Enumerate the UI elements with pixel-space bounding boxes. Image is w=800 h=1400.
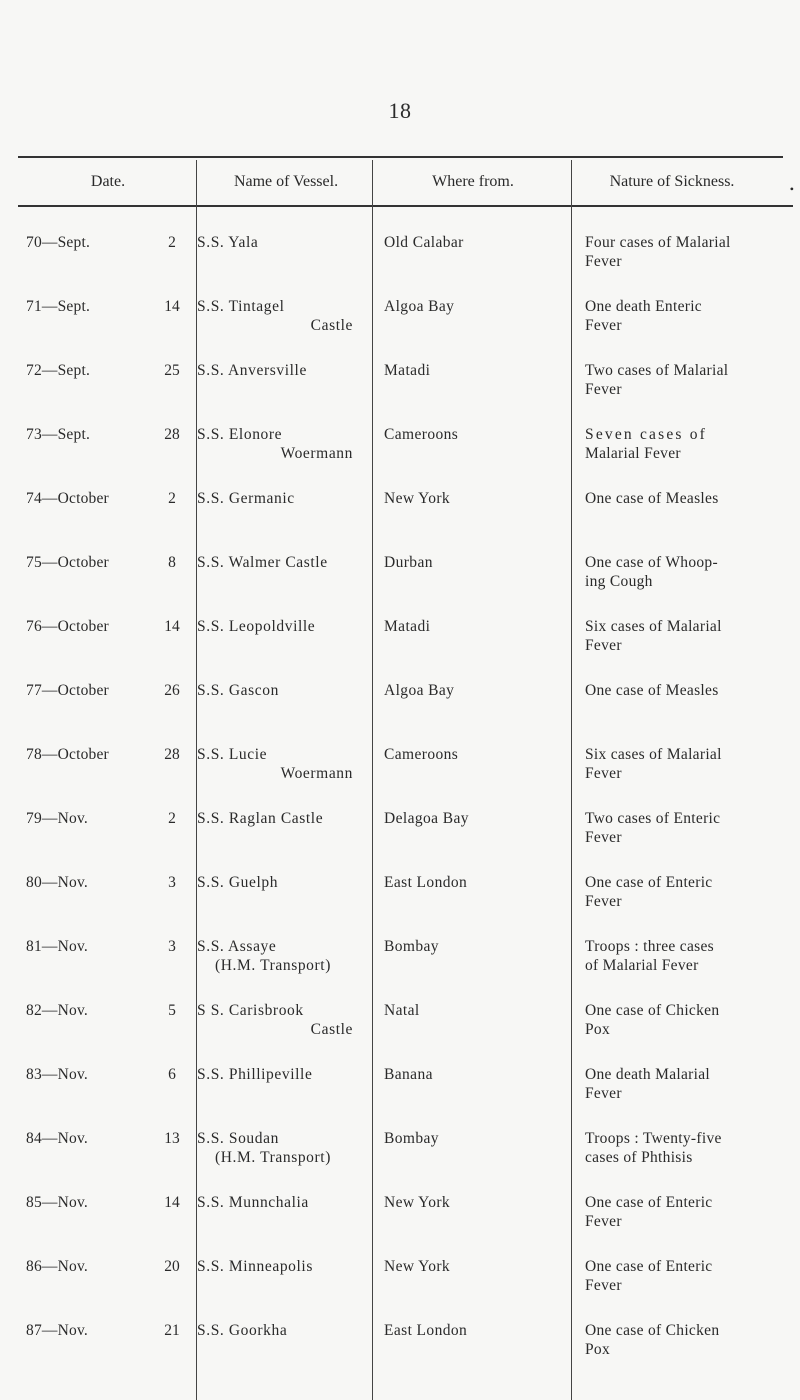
nature-cell (585, 1129, 771, 1167)
table-row (0, 233, 800, 303)
from-cell: Old Calabar (384, 234, 464, 251)
date-cell: 72—Sept. (26, 362, 91, 379)
vessel-cell (197, 1129, 371, 1167)
table-row (0, 361, 800, 431)
nature-line-2: cases of Phthisis (585, 1149, 693, 1166)
table-row (0, 1001, 800, 1071)
nature-line-2: Malarial Fever (585, 445, 681, 462)
date-cell: 71—Sept. (26, 298, 91, 315)
vessel-line-1: S.S. Elonore (197, 426, 283, 443)
nature-line-2: Fever (585, 253, 622, 270)
day-cell: 2 (168, 810, 176, 827)
date-cell: 86—Nov. (26, 1258, 88, 1275)
day-cell: 20 (164, 1258, 180, 1275)
vessel-cell (197, 809, 371, 828)
nature-cell (585, 1001, 771, 1039)
vessel-cell (197, 1321, 371, 1340)
from-cell: New York (384, 1258, 451, 1275)
vessel-cell (197, 681, 371, 700)
date-cell: 74—October (26, 490, 109, 507)
day-cell: 2 (168, 490, 176, 507)
day-cell: 8 (168, 554, 176, 571)
nature-line-2: Fever (585, 317, 622, 334)
margin-mark: • (789, 182, 794, 196)
from-cell: Banana (384, 1066, 433, 1083)
vessel-line-1: S.S. Gascon (197, 682, 279, 699)
nature-line-1: Four cases of Malarial (585, 234, 731, 251)
from-cell: Cameroons (384, 426, 459, 443)
nature-line-1: Troops : Twenty-five (585, 1130, 722, 1147)
day-cell: 3 (168, 938, 176, 955)
vessel-cell (197, 361, 371, 380)
day-cell: 26 (164, 682, 180, 699)
vessel-cell (197, 1065, 371, 1084)
table-row (0, 489, 800, 559)
vessel-line-1: S.S. Lucie (197, 746, 268, 763)
nature-cell (585, 1321, 771, 1359)
vessel-cell (197, 489, 371, 508)
nature-line-2: Fever (585, 1085, 622, 1102)
table-row (0, 1193, 800, 1263)
date-cell: 70—Sept. (26, 234, 91, 251)
vessel-line-1: S.S. Assaye (197, 938, 277, 955)
from-cell: East London (384, 874, 468, 891)
day-cell: 14 (164, 1194, 180, 1211)
vessel-cell (197, 873, 371, 892)
nature-line-2: Fever (585, 893, 622, 910)
vessel-line-1: S.S. Guelph (197, 874, 279, 891)
vessel-line-1: S.S. Goorkha (197, 1322, 288, 1339)
vessel-cell (197, 297, 371, 335)
vessel-line-1: S.S. Tintagel (197, 298, 285, 315)
day-cell: 14 (164, 298, 180, 315)
nature-line-1: One case of Chicken (585, 1002, 720, 1019)
nature-line-1: Two cases of Malarial (585, 362, 729, 379)
nature-line-1: Seven cases of (585, 426, 708, 443)
day-cell: 3 (168, 874, 176, 891)
from-cell: Bombay (384, 938, 439, 955)
page-number: 18 (388, 98, 412, 123)
from-cell: New York (384, 490, 451, 507)
nature-line-1: Six cases of Malarial (585, 618, 722, 635)
table-row (0, 1129, 800, 1199)
nature-line-2: Pox (585, 1021, 611, 1038)
date-cell: 73—Sept. (26, 426, 91, 443)
vessel-line-1: S.S. Leopoldville (197, 618, 316, 635)
nature-line-2: Fever (585, 381, 622, 398)
from-cell: Matadi (384, 362, 431, 379)
nature-cell (585, 233, 771, 271)
header-nature: Nature of Sickness. (609, 173, 735, 190)
day-cell: 6 (168, 1066, 176, 1083)
vessel-line-1: S.S. Raglan Castle (197, 810, 324, 827)
day-cell: 13 (164, 1130, 180, 1147)
vessel-line-1: S.S. Yala (197, 234, 259, 251)
nature-line-1: One case of Enteric (585, 1194, 713, 1211)
table-row (0, 617, 800, 687)
nature-line-1: One case of Enteric (585, 1258, 713, 1275)
day-cell: 2 (168, 234, 176, 251)
day-cell: 25 (164, 362, 180, 379)
day-cell: 14 (164, 618, 180, 635)
day-cell: 21 (164, 1322, 180, 1339)
table-row (0, 297, 800, 367)
nature-line-1: One case of Chicken (585, 1322, 720, 1339)
vessel-line-1: S.S. Minneapolis (197, 1258, 313, 1275)
table-row (0, 553, 800, 623)
from-cell: Cameroons (384, 746, 459, 763)
day-cell: 28 (164, 426, 180, 443)
vessel-cell (197, 745, 371, 783)
from-cell: Algoa Bay (384, 682, 455, 699)
date-cell: 85—Nov. (26, 1194, 88, 1211)
date-cell: 77—October (26, 682, 109, 699)
vessel-line-2: (H.M. Transport) (215, 1149, 331, 1166)
nature-cell (585, 297, 771, 335)
vessel-line-1: S S. Carisbrook (197, 1002, 304, 1019)
nature-line-2: Fever (585, 829, 622, 846)
nature-line-2: Fever (585, 637, 622, 654)
date-cell: 79—Nov. (26, 810, 88, 827)
table-row (0, 681, 800, 751)
vessel-cell (197, 617, 371, 636)
table-row (0, 425, 800, 495)
vessel-line-1: S.S. Germanic (197, 490, 295, 507)
nature-cell (585, 1065, 771, 1103)
vessel-line-1: S.S. Phillipeville (197, 1066, 313, 1083)
from-cell: Bombay (384, 1130, 439, 1147)
nature-cell (585, 745, 771, 783)
date-cell: 84—Nov. (26, 1130, 88, 1147)
vessel-cell (197, 1001, 371, 1039)
nature-line-1: Troops : three cases (585, 938, 714, 955)
table-row (0, 1257, 800, 1327)
nature-line-2: Fever (585, 1213, 622, 1230)
table-row (0, 1065, 800, 1135)
vessel-line-2: (H.M. Transport) (215, 957, 331, 974)
date-cell: 83—Nov. (26, 1066, 88, 1083)
day-cell: 5 (168, 1002, 176, 1019)
nature-line-1: One case of Measles (585, 490, 719, 507)
vessel-line-2: Castle (310, 1021, 353, 1038)
nature-cell (585, 681, 771, 700)
vessel-line-1: S.S. Walmer Castle (197, 554, 328, 571)
date-cell: 82—Nov. (26, 1002, 88, 1019)
nature-line-2: Fever (585, 1277, 622, 1294)
nature-line-1: One death Malarial (585, 1066, 711, 1083)
nature-line-2: of Malarial Fever (585, 957, 699, 974)
date-cell: 76—October (26, 618, 109, 635)
nature-line-1: Two cases of Enteric (585, 810, 721, 827)
nature-line-1: Six cases of Malarial (585, 746, 722, 763)
nature-cell (585, 617, 771, 655)
vessel-line-2: Woermann (280, 765, 353, 782)
table-row (0, 809, 800, 879)
from-cell: Algoa Bay (384, 298, 455, 315)
from-cell: Delagoa Bay (384, 810, 469, 827)
vessel-cell (197, 233, 371, 252)
vessel-cell (197, 937, 371, 975)
nature-cell (585, 553, 771, 591)
nature-cell (585, 809, 771, 847)
date-cell: 81—Nov. (26, 938, 88, 955)
date-cell: 87—Nov. (26, 1322, 88, 1339)
vessel-cell (197, 1193, 371, 1212)
header-vessel: Name of Vessel. (233, 173, 339, 190)
vessel-cell (197, 425, 371, 463)
nature-cell (585, 1193, 771, 1231)
nature-line-1: One death Enteric (585, 298, 702, 315)
vessel-line-1: S.S. Anversville (197, 362, 307, 379)
table-row (0, 873, 800, 943)
nature-cell (585, 489, 771, 508)
vessel-line-2: Castle (310, 317, 353, 334)
day-cell: 28 (164, 746, 180, 763)
vessel-line-2: Woermann (280, 445, 353, 462)
nature-line-1: One case of Enteric (585, 874, 713, 891)
from-cell: Natal (384, 1002, 420, 1019)
table-row (0, 1321, 800, 1391)
nature-cell (585, 361, 771, 399)
vessel-line-1: S.S. Munnchalia (197, 1194, 309, 1211)
header-from: Where from. (432, 173, 514, 190)
table-row (0, 745, 800, 815)
nature-line-2: Pox (585, 1341, 611, 1358)
from-cell: New York (384, 1194, 451, 1211)
table-row (0, 937, 800, 1007)
from-cell: East London (384, 1322, 468, 1339)
from-cell: Matadi (384, 618, 431, 635)
nature-line-1: One case of Whoop- (585, 554, 718, 571)
header-date: Date. (90, 173, 126, 190)
date-cell: 80—Nov. (26, 874, 88, 891)
from-cell: Durban (384, 554, 433, 571)
nature-line-2: Fever (585, 765, 622, 782)
nature-cell (585, 873, 771, 911)
date-cell: 75—October (26, 554, 109, 571)
vessel-cell (197, 1257, 371, 1276)
nature-line-2: ing Cough (585, 573, 653, 590)
nature-cell (585, 937, 771, 975)
nature-line-1: One case of Measles (585, 682, 719, 699)
nature-cell (585, 425, 771, 463)
date-cell: 78—October (26, 746, 109, 763)
header-bottom-rule (18, 205, 793, 207)
table-top-rule (18, 156, 783, 158)
vessel-line-1: S.S. Soudan (197, 1130, 279, 1147)
nature-cell (585, 1257, 771, 1295)
vessel-cell (197, 553, 371, 572)
